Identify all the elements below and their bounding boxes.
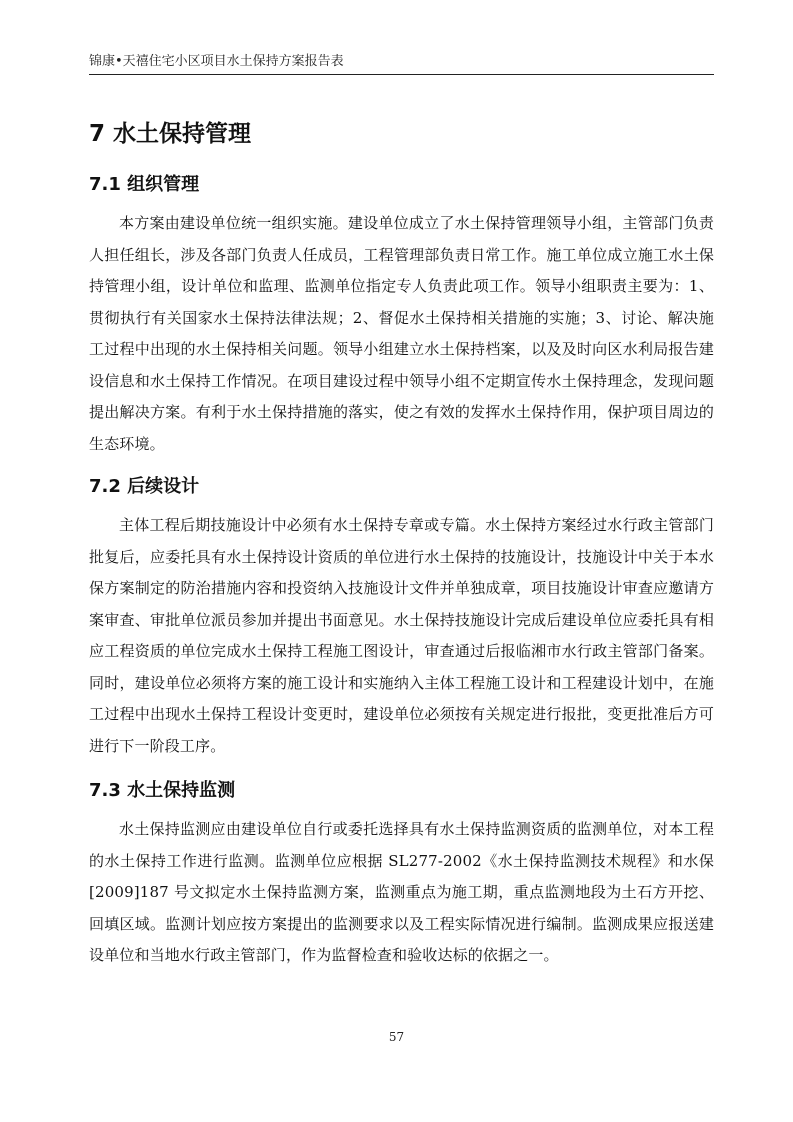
page-header — [89, 48, 714, 75]
section-paragraph-7-2: 主体工程后期技施设计中必须有水土保持专章或专篇。水土保持方案经过水行政主管部门批复后，应委托具有水土保持设计资质的单位进行水土保持的技施设计，技施设计中关于本水保方案制定的防治措施内容和投资纳入技施设计文件并单独成章，项目技施设计审查应邀请方案审查、审批单位派员参加并提出书面意见。水土保持技施设计完成后建设单位应委托具有相应工程资质的单位完成水土保持工程施工图设计，审查通过后报临湘市水行政主管部门备案。同时，建设单位必须将方案的施工设计和实施纳入主体工程施工设计和工程建设计划中，在施工过程中出现水土保持工程设计变更时，建设单位必须按有关规定进行报批，变更批准后方可进行下一阶段工序。 — [89, 516, 714, 755]
section-heading-7-3: 7.3 水土保持监测 — [89, 780, 236, 801]
page-number: 57 — [388, 1030, 405, 1044]
chapter-title: 7 水土保持管理 — [89, 121, 252, 147]
section-heading-7-2: 7.2 后续设计 — [89, 476, 200, 497]
section-heading-7-1: 7.1 组织管理 — [89, 174, 200, 195]
page-content — [89, 112, 714, 972]
header-title: 锦康•天禧住宅小区项目水土保持方案报告表 — [89, 54, 344, 69]
section-paragraph-7-3: 水土保持监测应由建设单位自行或委托选择具有水土保持监测资质的监测单位，对本工程的水土保持工作进行监测。监测单位应根据 SL277-2002《水土保持监测技术规程》和水保[2009]187 号文拟定水土保持监测方案，监测重点为施工期，重点监测地段为土石方开挖、回填区域。监测计划应按方案提出的监测要求以及工程实际情况进行编制。监测成果应报送建设单位和当地水行政主管部门，作为监督检查和验收达标的依据之一。 — [89, 820, 714, 964]
section-paragraph-7-1: 本方案由建设单位统一组织实施。建设单位成立了水土保持管理领导小组，主管部门负责人担任组长，涉及各部门负责人任成员，工程管理部负责日常工作。施工单位成立施工水土保持管理小组，设计单位和监理、监测单位指定专人负责此项工作。领导小组职责主要为：1、贯彻执行有关国家水土保持法律法规；2、督促水土保持相关措施的实施；3、讨论、解决施工过程中出现的水土保持相关问题。领导小组建立水土保持档案，以及及时向区水利局报告建设信息和水土保持工作情况。在项目建设过程中领导小组不定期宣传水土保持理念，发现问题提出解决方案。有利于水土保持措施的落实，使之有效的发挥水土保持作用，保护项目周边的生态环境。 — [89, 214, 714, 453]
